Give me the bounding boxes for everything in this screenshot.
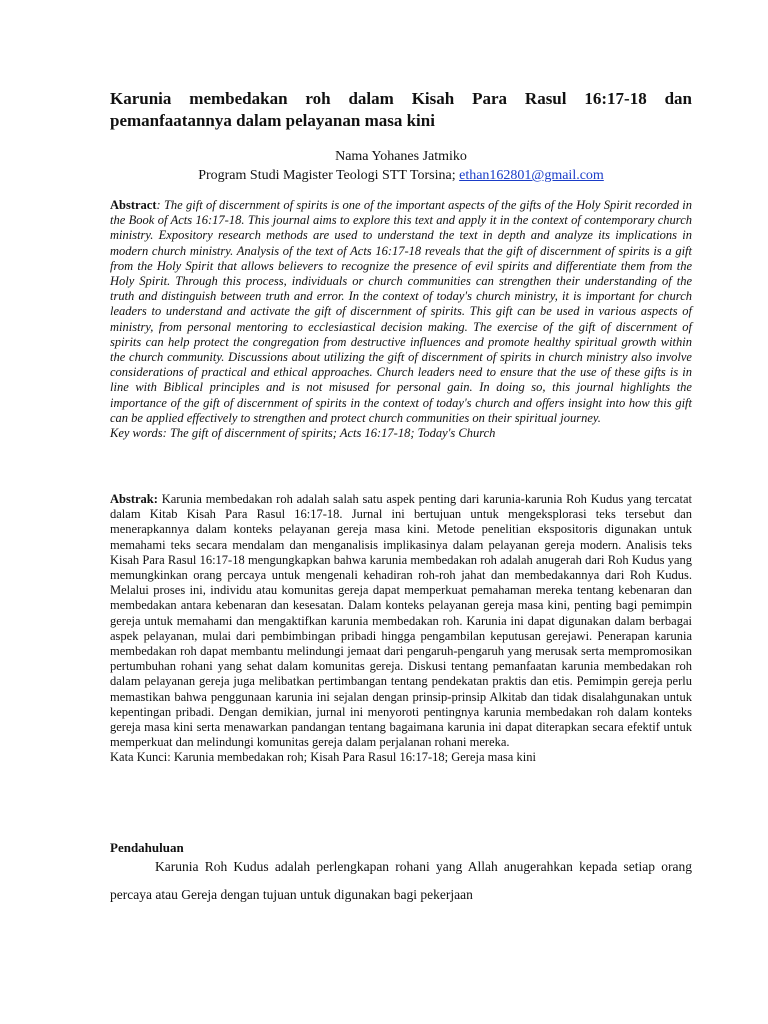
abstract-id-text: Karunia membedakan roh adalah salah satu aspek penting dari karunia-karunia Roh Kudus yang tercatat dalam Kitab Kisah Para Rasul 16:17-18. Jurnal ini bertujuan untuk mengeksplorasi teks tersebut dan menerapkannya dalam konteks pelayanan gereja masa kini. Metode penelitian ekspositoris digunakan untuk memahami teks secara mendalam dan menganalisis implikasinya dalam pelayanan gereja modern. Analisis teks Kisah Para Rasul 16:17-18 mengungkapkan bahwa karunia membedakan roh adalah anugerah dari Roh Kudus yang memungkinkan orang percaya untuk mengenali kehadiran roh-roh jahat dan membedakannya dari Roh Kudus. Melalui proses ini, individu atau komunitas gereja dapat memperkuat pemahaman mereka tentang kebenaran dan membedakan antara kebenaran dan kesesatan. Dalam konteks pelayanan gereja masa kini, penting bagi pemimpin gereja untuk memahami dan mengaktifkan karunia membedakan roh. Karunia ini dapat digunakan dalam berbagai aspek pelayanan, mulai dari pembimbingan pribadi hingga pengambilan keputusan gerejawi. Penerapan karunia membedakan roh dapat membantu melindungi jemaat dari pengaruh-pengaruh yang merusak serta mempromosikan pertumbuhan rohani yang sehat dalam komunitas gereja. Diskusi tentang pemanfaatan karunia membedakan roh dalam pelayanan gereja juga melibatkan pertimbangan tentang pendekatan praktis dan etis. Pemimpin gereja perlu memastikan bahwa penggunaan karunia ini sejalan dengan prinsip-prinsip Alkitab dan tidak disalahgunakan untuk kepentingan pribadi. Dengan demikian, jurnal ini menyoroti pentingnya karunia membedakan roh dalam konteks gereja masa kini serta menawarkan pandangan tentang bagaimana karunia ini dapat diterapkan secara efektif untuk memperkuat dan melindungi komunitas gereja dalam perjalanan rohani mereka. — [110, 492, 692, 750]
abstract-id-paragraph — [110, 492, 692, 750]
abstract-en-separator: : — [156, 198, 164, 212]
author-block — [110, 147, 692, 185]
keywords-id: Kata Kunci: Karunia membedakan roh; Kisah Para Rasul 16:17-18; Gereja masa kini — [110, 750, 536, 765]
abstract-indonesian — [110, 492, 692, 766]
email-link[interactable]: ethan162801@gmail.com — [459, 168, 604, 183]
abstract-en-text: The gift of discernment of spirits is one of the important aspects of the gifts of the Holy Spirit recorded in the Book of Acts 16:17-18. This journal aims to explore this text and apply it in the context of contemporary church ministry. Expository research methods are used to understand the text in depth and analyze its implications in modern church ministry. Analysis of the text of Acts 16:17-18 reveals that the gift of discernment of spirits is a gift from the Holy Spirit that allows believers to recognize the presence of evil spirits and differentiate them from the Holy Spirit. Through this process, individuals or church communities can strengthen their understanding of the truth and distinguish between truth and error. In the context of today's church ministry, it is important for church leaders to understand and activate the gift of discernment of spirits. This gift can be used in various aspects of ministry, from personal mentoring to ecclesiastical decision making. The exercise of the gift of discernment of spirits can help protect the congregation from destructive influences and promote healthy spiritual growth within the church community. Discussions about utilizing the gift of discernment of spirits in church ministry also involve considerations of practical and ethical approaches. Church leaders need to ensure that the use of these gifts is in line with Biblical principles and is not misused for personal gain. In doing so, this journal highlights the importance of the gift of discernment of spirits in the context of today's church and offers insight into how this gift can be applied effectively to strengthen and protect church communities on their spiritual journey. — [110, 198, 692, 425]
body-paragraph: Karunia Roh Kudus adalah perlengkapan rohani yang Allah anugerahkan kepada setiap orang percaya atau Gereja dengan tujuan untuk digunakan bagi pekerjaan — [110, 859, 692, 902]
affiliation-line — [110, 166, 692, 185]
section-heading: Pendahuluan — [110, 840, 184, 855]
abstract-en-paragraph — [110, 198, 692, 426]
keywords-en: Key words: The gift of discernment of spirits; Acts 16:17-18; Today's Church — [110, 426, 496, 441]
paper-title: Karunia membedakan roh dalam Kisah Para Rasul 16:17-18 dan pemanfaatannya dalam pelayanan masa kini — [110, 89, 692, 130]
abstract-en-label: Abstract — [110, 198, 157, 212]
abstract-english — [110, 198, 692, 441]
affiliation: Program Studi Magister Teologi STT Torsina; — [198, 168, 460, 183]
abstract-id-label: Abstrak: — [110, 492, 158, 506]
author-name: Nama Yohanes Jatmiko — [335, 149, 467, 164]
